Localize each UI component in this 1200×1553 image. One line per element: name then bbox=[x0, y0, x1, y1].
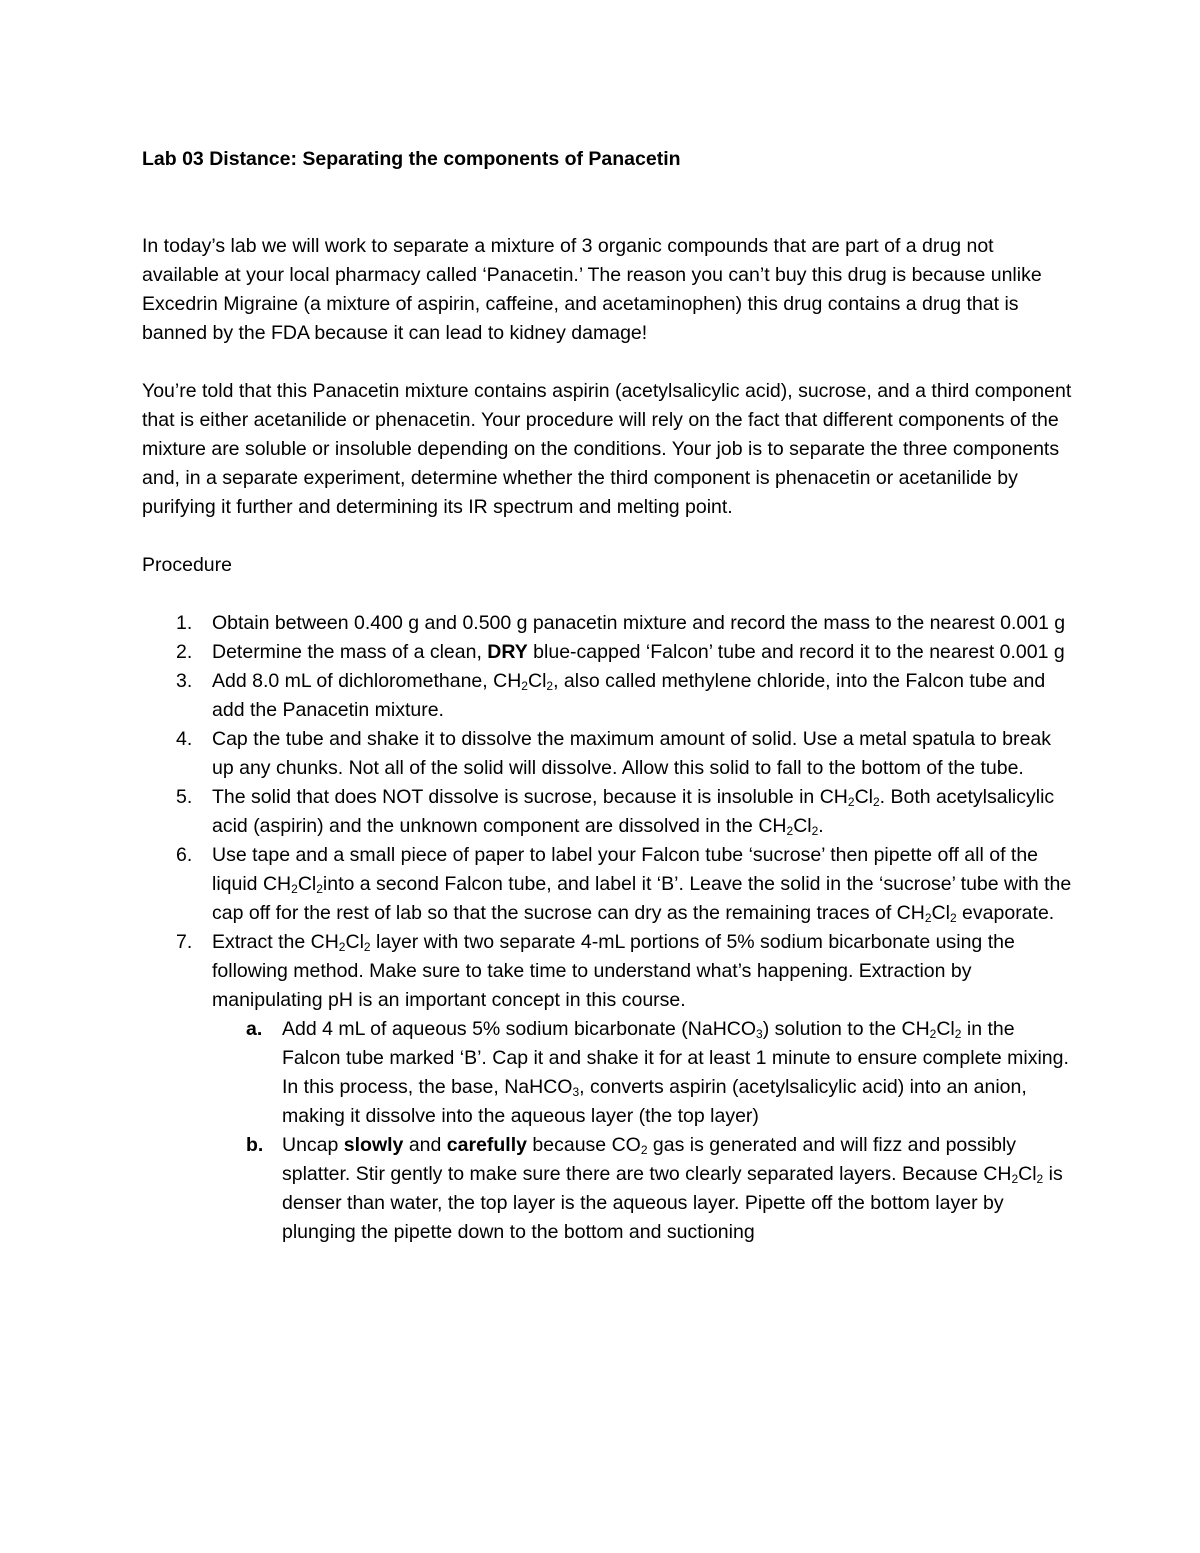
step-text: . bbox=[818, 815, 824, 837]
formula-co2: $CO_2$ bbox=[611, 1134, 648, 1157]
sub-step-text: because bbox=[527, 1134, 612, 1156]
emphasis-dry: DRY bbox=[487, 641, 528, 663]
sub-step-text: in the Falcon tube marked ‘B’. Cap it and shake it for at least 1 minute to ensure complete mixing. In this process, the base, bbox=[282, 1018, 1069, 1098]
step-number: 5. bbox=[176, 786, 193, 808]
step-number: 1. bbox=[176, 612, 193, 634]
procedure-step-4 bbox=[142, 725, 1072, 783]
formula-ch2cl2: $CH_2Cl_2$ bbox=[262, 873, 323, 896]
sub-step-text: Add 4 mL of aqueous 5% sodium bicarbonate ( bbox=[282, 1018, 688, 1040]
formula-nahco3: NaHCO$_3$ bbox=[504, 1076, 580, 1099]
formula-ch2cl2: $CH_2Cl_2$ bbox=[896, 902, 957, 925]
sub-step-b bbox=[212, 1131, 1072, 1247]
step-number: 3. bbox=[176, 670, 193, 692]
step-text: layer with two separate 4-mL portions of 5% sodium bicarbonate using the following method. Make sure to take time to understand what’s happening. Extraction by manipulating pH is an important concept in this course. bbox=[212, 931, 1015, 1011]
document-body bbox=[142, 145, 1072, 1247]
sub-step-text: ) solution to the bbox=[762, 1018, 902, 1040]
sub-procedure-list bbox=[212, 1015, 1072, 1247]
step-number: 2. bbox=[176, 641, 193, 663]
formula-ch2cl2: $CH_2Cl_2$ bbox=[983, 1163, 1044, 1186]
sub-step-text: Uncap bbox=[282, 1134, 344, 1156]
step-text: blue-capped ‘Falcon’ tube and record it to the nearest 0.001 g bbox=[527, 641, 1065, 663]
step-text: Extract the bbox=[212, 931, 311, 953]
step-text: Add 8.0 mL of dichloromethane, bbox=[212, 670, 494, 692]
intro-paragraph: In today’s lab we will work to separate a mixture of 3 organic compounds that are part of a drug not available at your local pharmacy called ‘Panacetin.’ The reason you can’t buy this drug is because unlike Excedrin Migraine (a mixture of aspirin, caffeine, and acetaminophen) this drug contains a drug that is banned by the FDA because it can lead to kidney damage! bbox=[142, 235, 1042, 344]
step-text: Use tape and a small piece of paper to label your Falcon tube ‘sucrose’ then pipette off all of the liquid bbox=[212, 844, 1039, 895]
sub-step-text: gas is generated and will fizz and possibly splatter. Stir gently to make sure there are two clearly separated layers. Because bbox=[282, 1134, 1017, 1185]
formula-ch2cl2: $CH_2Cl_2$ bbox=[310, 931, 371, 954]
formula-ch2cl2: $CH_2Cl_2$ bbox=[493, 670, 554, 693]
sub-step-letter: b. bbox=[246, 1134, 264, 1156]
procedure-list bbox=[142, 609, 1072, 1247]
procedure-step-7 bbox=[142, 928, 1072, 1247]
step-text: . Both acetylsalicylic acid (aspirin) and the unknown component are dissolved in the bbox=[212, 786, 1055, 837]
context-paragraph: You’re told that this Panacetin mixture contains aspirin (acetylsalicylic acid), sucrose, and a third component that is either acetanilide or phenacetin. Your procedure will rely on the fact that different components of the mixture are soluble or insoluble depending on the conditions. Your job is to separate the three components and, in a separate experiment, determine whether the third component is phenacetin or acetanilide by purifying it further and determining its IR spectrum and melting point. bbox=[142, 380, 1072, 518]
step-text: Determine the mass of a clean, bbox=[212, 641, 488, 663]
formula-nahco3: NaHCO$_3$ bbox=[687, 1018, 763, 1041]
procedure-step-3 bbox=[142, 667, 1072, 725]
formula-ch2cl2: $CH_2Cl_2$ bbox=[901, 1018, 962, 1041]
document-title: Lab 03 Distance: Separating the components of Panacetin bbox=[142, 148, 681, 170]
formula-ch2cl2: $CH_2Cl_2$ bbox=[819, 786, 880, 809]
step-text: evaporate. bbox=[956, 902, 1055, 924]
procedure-step-6 bbox=[142, 841, 1072, 928]
sub-step-a bbox=[212, 1015, 1072, 1131]
procedure-step-1 bbox=[142, 609, 1072, 638]
emphasis-slowly: slowly bbox=[343, 1134, 404, 1156]
sub-step-text: , converts aspirin (acetylsalicylic acid) into an anion, making it dissolve into the aqueous layer (the top layer) bbox=[282, 1076, 1027, 1127]
procedure-step-5 bbox=[142, 783, 1072, 841]
procedure-heading: Procedure bbox=[142, 554, 232, 576]
step-number: 6. bbox=[176, 844, 193, 866]
formula-ch2cl2: $CH_2Cl_2$ bbox=[758, 815, 819, 838]
step-text: Obtain between 0.400 g and 0.500 g panacetin mixture and record the mass to the nearest 0.001 g bbox=[212, 612, 1066, 634]
step-number: 7. bbox=[176, 931, 193, 953]
emphasis-carefully: carefully bbox=[446, 1134, 527, 1156]
sub-step-text: is denser than water, the top layer is the aqueous layer. Pipette off the bottom layer by plunging the pipette down to the bottom and suctioning bbox=[282, 1163, 1063, 1243]
step-number: 4. bbox=[176, 728, 193, 750]
step-text: Cap the tube and shake it to dissolve the maximum amount of solid. Use a metal spatula to break up any chunks. Not all of the solid will dissolve. Allow this solid to fall to the bottom of the tube. bbox=[212, 728, 1051, 779]
sub-step-text: and bbox=[403, 1134, 447, 1156]
step-text: , also called methylene chloride, into the Falcon tube and add the Panacetin mixture. bbox=[212, 670, 1046, 721]
step-text: into a second Falcon tube, and label it ‘B’. Leave the solid in the ‘sucrose’ tube with the cap off for the rest of lab so that the sucrose can dry as the remaining traces of bbox=[212, 873, 1072, 924]
step-text: The solid that does NOT dissolve is sucrose, because it is insoluble in bbox=[212, 786, 820, 808]
sub-step-letter: a. bbox=[246, 1018, 263, 1040]
procedure-step-2 bbox=[142, 638, 1072, 667]
